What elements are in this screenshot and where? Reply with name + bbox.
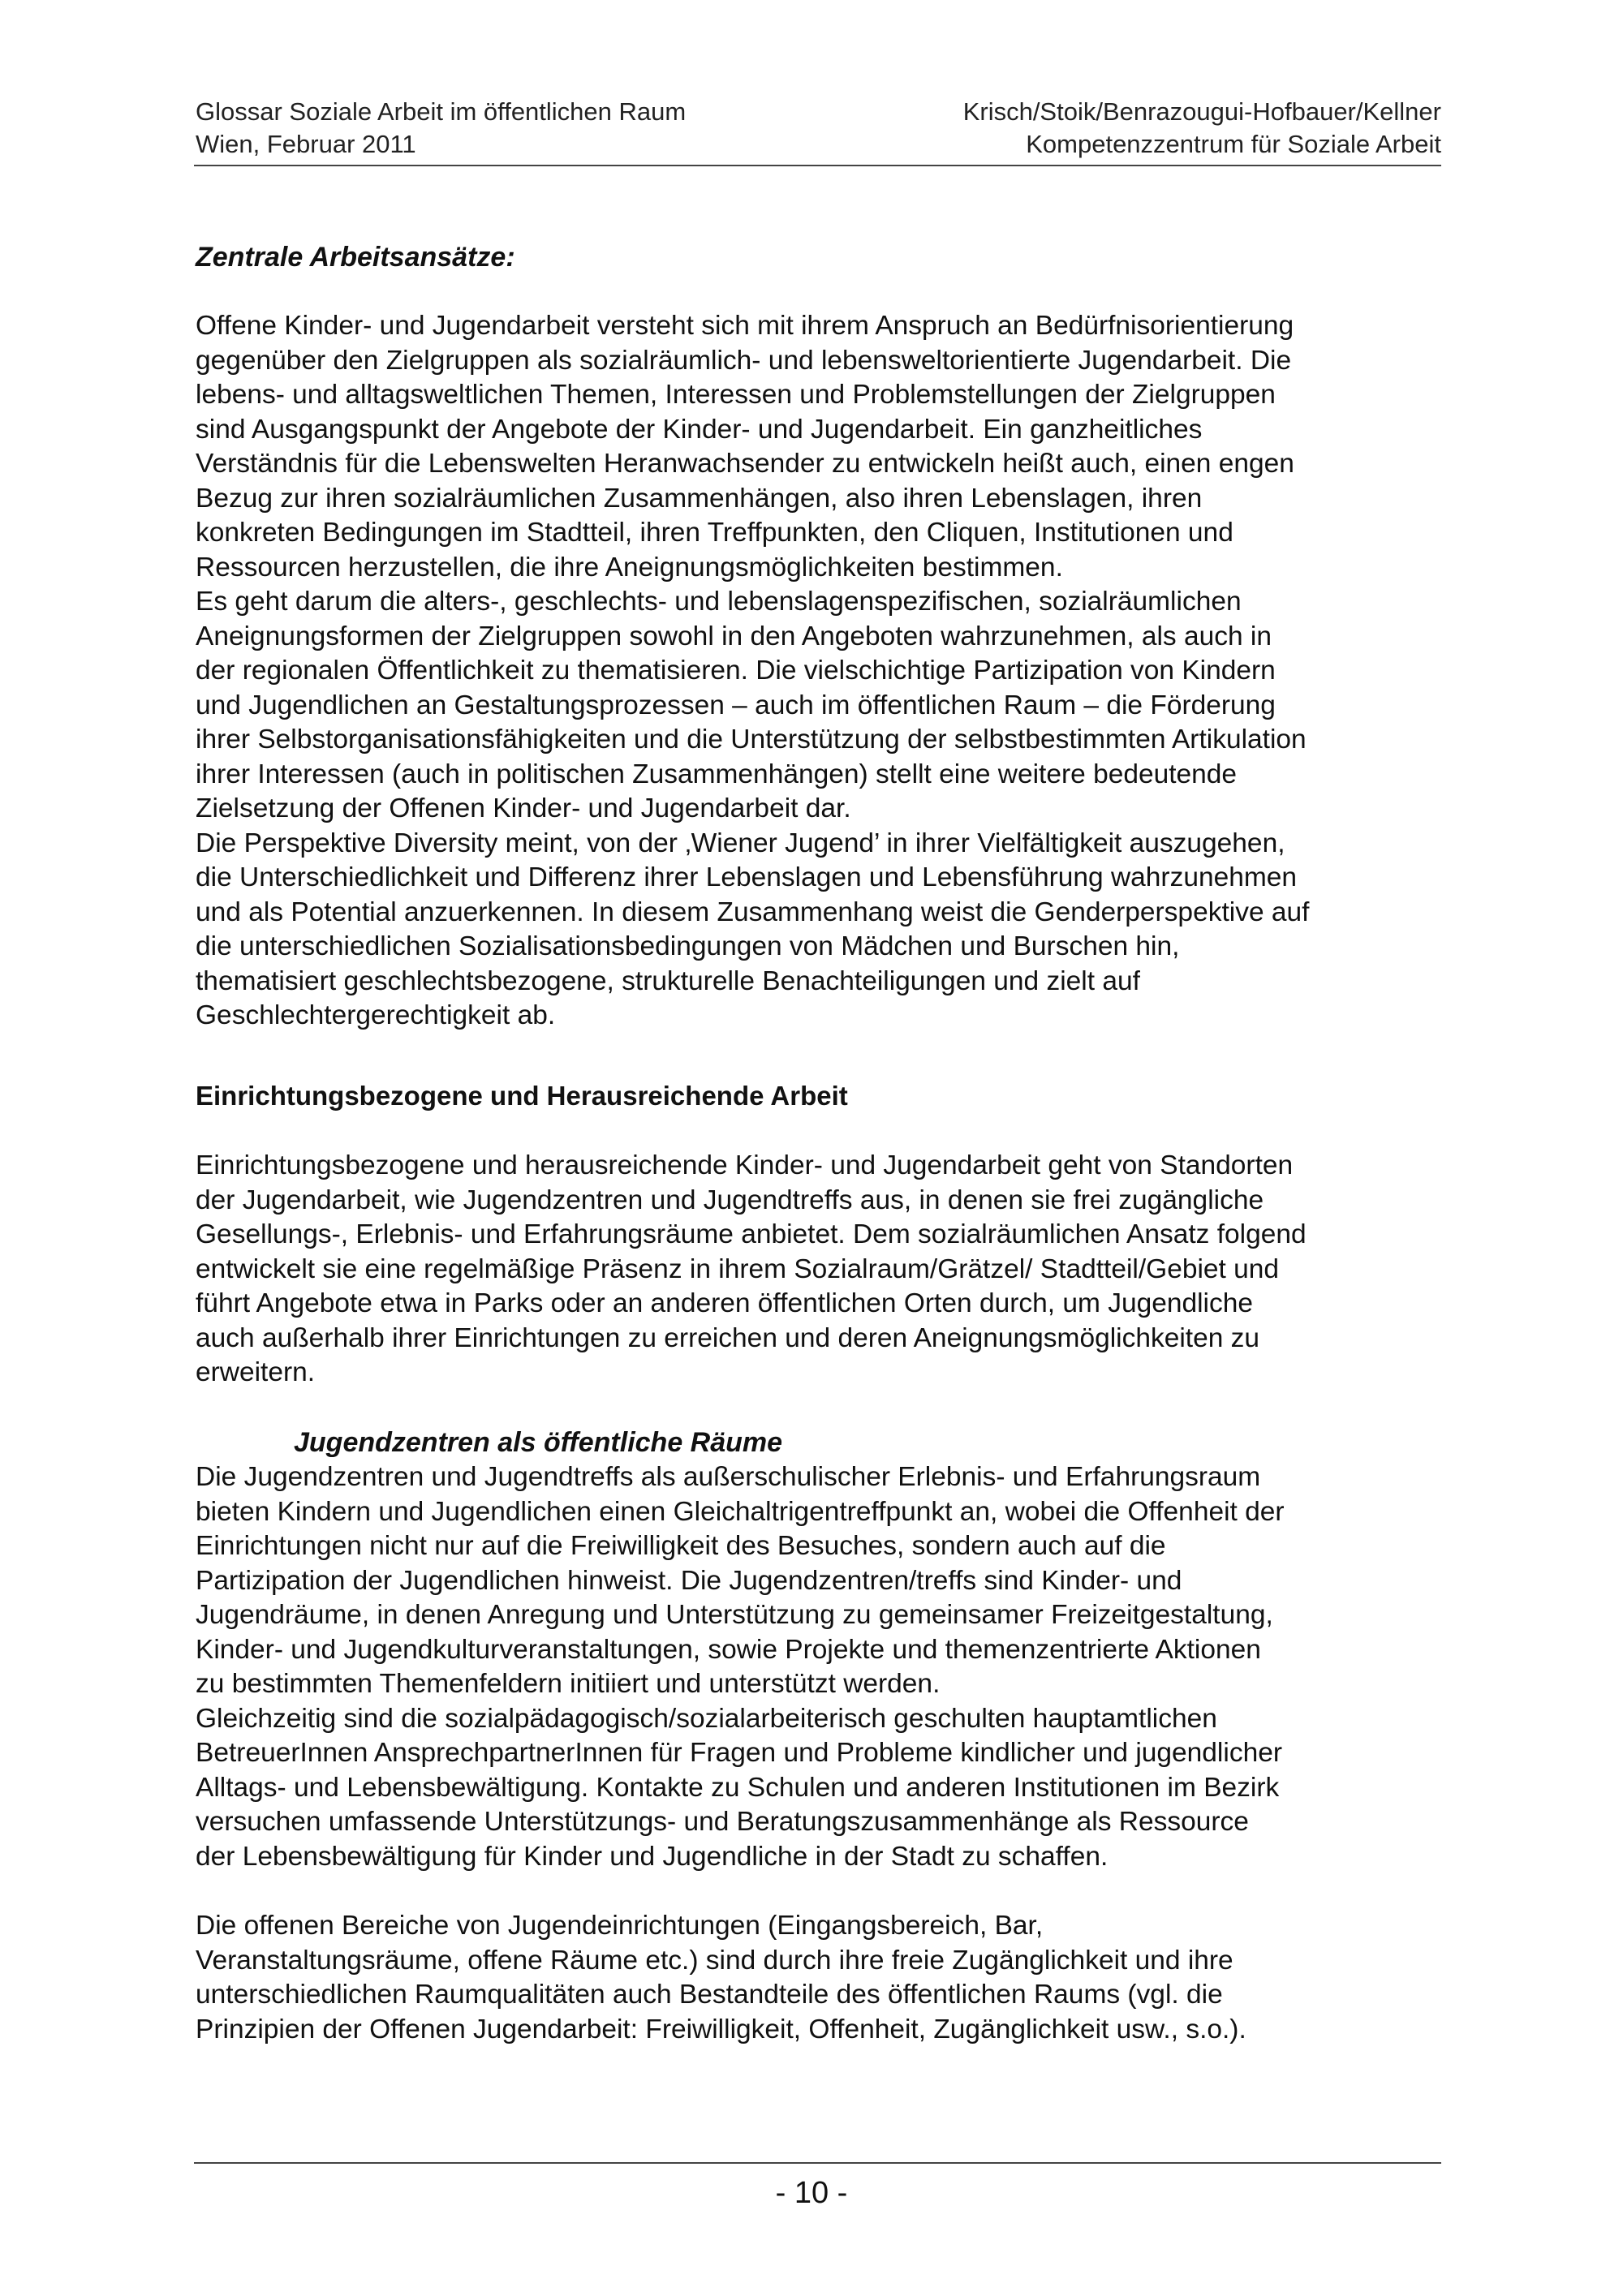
- text-line: entwickelt sie eine regelmäßige Präsenz in ihrem Sozialraum/Grätzel/ Stadtteil/Gebiet und: [196, 1253, 1280, 1284]
- text-line: Gleichzeitig sind die sozialpädagogisch/sozialarbeiterisch geschulten hauptamtlichen: [196, 1703, 1217, 1734]
- section-body-offene-bereiche: [196, 1909, 1449, 2047]
- page-number: - 10 -: [775, 2176, 848, 2210]
- section-title-jugendzentren: Jugendzentren als öffentliche Räume: [294, 1427, 783, 1458]
- text-line: BetreuerInnen AnsprechpartnerInnen für Fragen und Probleme kindlicher und jugendlicher: [196, 1738, 1282, 1768]
- text-line: Prinzipien der Offenen Jugendarbeit: Freiwilligkeit, Offenheit, Zugänglichkeit usw., s.o.).: [196, 2014, 1246, 2044]
- text-line: ihrer Interessen (auch in politischen Zusammenhängen) stellt eine weitere bedeutende: [196, 759, 1238, 789]
- footer-divider: [194, 2162, 1441, 2164]
- text-line: Veranstaltungsräume, offene Räume etc.) sind durch ihre freie Zugänglichkeit und ihre: [196, 1945, 1233, 1976]
- text-line: Zielsetzung der Offenen Kinder- und Jugendarbeit dar.: [196, 793, 851, 823]
- text-line: Alltags- und Lebensbewältigung. Kontakte zu Schulen und anderen Institutionen im Bezirk: [196, 1772, 1280, 1803]
- section-body-jugendzentren: [196, 1460, 1449, 1874]
- text-line: versuchen umfassende Unterstützungs- und Beratungszusammenhänge als Ressource: [196, 1807, 1249, 1837]
- text-line: Verständnis für die Lebenswelten Heranwachsender zu entwickeln heißt auch, einen engen: [196, 449, 1294, 479]
- text-line: Gesellungs-, Erlebnis- und Erfahrungsräume anbietet. Dem sozialräumlichen Ansatz folgend: [196, 1219, 1307, 1249]
- section-body-einrichtungsbezogene-arbeit: [196, 1149, 1449, 1391]
- text-line: Es geht darum die alters-, geschlechts- und lebenslagenspezifischen, sozialräumlichen: [196, 587, 1242, 617]
- text-line: und als Potential anzuerkennen. In diesem Zusammenhang weist die Genderperspektive auf: [196, 896, 1310, 927]
- text-line: Bezug zur ihren sozialräumlichen Zusammenhängen, also ihren Lebenslagen, ihren: [196, 483, 1203, 514]
- text-line: Partizipation der Jugendlichen hinweist. Die Jugendzentren/treffs sind Kinder- und: [196, 1565, 1182, 1596]
- header-right: [963, 96, 1441, 161]
- text-line: Aneignungsformen der Zielgruppen sowohl in den Angeboten wahrzunehmen, als auch in: [196, 621, 1272, 651]
- text-line: zu bestimmten Themenfeldern initiiert und unterstützt werden.: [196, 1669, 941, 1699]
- text-line: Die offenen Bereiche von Jugendeinrichtungen (Eingangsbereich, Bar,: [196, 1911, 1044, 1941]
- text-line: die Unterschiedlichkeit und Differenz ihrer Lebenslagen und Lebensführung wahrzunehmen: [196, 862, 1298, 892]
- text-line: lebens- und alltagsweltlichen Themen, Interessen und Problemstellungen der Zielgruppen: [196, 380, 1276, 410]
- text-line: Geschlechtergerechtigkeit ab.: [196, 1000, 556, 1030]
- header-authors: Krisch/Stoik/Benrazougui-Hofbauer/Kellner: [962, 97, 1441, 126]
- text-line: Jugendräume, in denen Anregung und Unterstützung zu gemeinsamer Freizeitgestaltung,: [196, 1600, 1273, 1630]
- text-line: sind Ausgangspunkt der Angebote der Kinder- und Jugendarbeit. Ein ganzheitliches: [196, 414, 1203, 445]
- header-left: [196, 96, 686, 161]
- text-line: Die Jugendzentren und Jugendtreffs als außerschulischer Erlebnis- und Erfahrungsraum: [196, 1462, 1261, 1492]
- text-line: Einrichtungen nicht nur auf die Freiwilligkeit des Besuches, sondern auch auf die: [196, 1531, 1166, 1561]
- header-institution: Kompetenzzentrum für Soziale Arbeit: [1026, 130, 1441, 158]
- section-title-einrichtungsbezogene-arbeit: Einrichtungsbezogene und Herausreichende Arbeit: [196, 1081, 848, 1111]
- text-line: unterschiedlichen Raumqualitäten auch Bestandteile des öffentlichen Raums (vgl. die: [196, 1980, 1223, 2010]
- text-line: bieten Kindern und Jugendlichen einen Gleichaltrigentreffpunkt an, wobei die Offenheit der: [196, 1496, 1285, 1527]
- header-divider: [194, 165, 1441, 166]
- text-line: Ressourcen herzustellen, die ihre Aneignungsmöglichkeiten bestimmen.: [196, 552, 1063, 583]
- text-line: führt Angebote etwa in Parks oder an anderen öffentlichen Orten durch, um Jugendliche: [196, 1288, 1253, 1318]
- text-line: thematisiert geschlechtsbezogene, strukturelle Benachteiligungen und zielt auf: [196, 965, 1140, 996]
- text-line: der Lebensbewältigung für Kinder und Jugendliche in der Stadt zu schaffen.: [196, 1841, 1109, 1872]
- text-line: Offene Kinder- und Jugendarbeit versteht sich mit ihrem Anspruch an Bedürfnisorientierung: [196, 311, 1294, 341]
- text-line: die unterschiedlichen Sozialisationsbedingungen von Mädchen und Burschen hin,: [196, 931, 1180, 961]
- header-date: Wien, Februar 2011: [196, 130, 416, 158]
- text-line: auch außerhalb ihrer Einrichtungen zu erreichen und deren Aneignungsmöglichkeiten zu: [196, 1322, 1260, 1353]
- header-doc-title: Glossar Soziale Arbeit im öffentlichen Raum: [196, 97, 687, 126]
- text-line: der regionalen Öffentlichkeit zu thematisieren. Die vielschichtige Partizipation von Kindern: [196, 656, 1276, 686]
- text-line: erweitern.: [196, 1357, 316, 1387]
- text-line: der Jugendarbeit, wie Jugendzentren und Jugendtreffs aus, in denen sie frei zugängliche: [196, 1185, 1264, 1215]
- text-line: Kinder- und Jugendkulturveranstaltungen, sowie Projekte und themenzentrierte Aktionen: [196, 1634, 1261, 1665]
- text-line: Einrichtungsbezogene und herausreichende Kinder- und Jugendarbeit geht von Standorten: [196, 1150, 1294, 1180]
- text-line: und Jugendlichen an Gestaltungsprozessen – auch im öffentlichen Raum – die Förderung: [196, 690, 1276, 720]
- text-line: Die Perspektive Diversity meint, von der ‚Wiener Jugend’ in ihrer Vielfältigkeit auszugehen,: [196, 828, 1285, 858]
- text-line: konkreten Bedingungen im Stadtteil, ihren Treffpunkten, den Cliquen, Institutionen und: [196, 518, 1233, 548]
- text-line: ihrer Selbstorganisationsfähigkeiten und die Unterstützung der selbstbestimmten Artikulation: [196, 724, 1307, 755]
- section-body-zentrale-arbeitsansaetze: [196, 309, 1449, 1034]
- text-line: gegenüber den Zielgruppen als sozialräumlich- und lebensweltorientierte Jugendarbeit. Die: [196, 345, 1292, 376]
- section-title-zentrale-arbeitsansaetze: Zentrale Arbeitsansätze:: [196, 242, 515, 273]
